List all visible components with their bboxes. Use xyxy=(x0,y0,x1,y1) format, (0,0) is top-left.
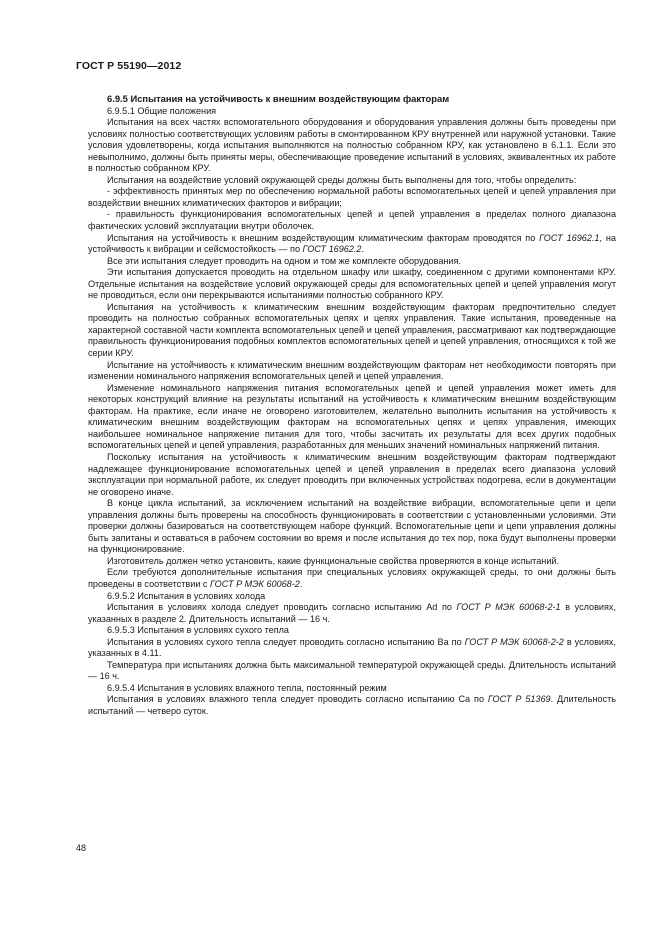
subsection-heading: 6.9.5.4 Испытания в условиях влажного тепла, постоянный режим xyxy=(107,682,387,693)
paragraph-text: , на устойчивость к вибрации и сейсмостойкость — по xyxy=(88,232,616,255)
list-item: - правильность функционирования вспомогательных цепей и цепей управления в пределах полного диапазона фактических условий эксплуатации внутри оболочек. xyxy=(88,209,616,232)
paragraph-text: Испытания на устойчивость к внешним воздействующим климатическим факторам проводятся по xyxy=(107,232,540,243)
paragraph xyxy=(88,637,616,660)
paragraph-text: Если требуются дополнительные испытания при специальных условиях окружающей среды, то они должны быть проведены в соответствии с xyxy=(88,567,616,589)
paragraph-text: . xyxy=(361,244,365,255)
paragraph-text: . Длительность испытаний — четверо суток. xyxy=(88,694,616,716)
paragraph: Эти испытания допускается проводить на отдельном шкафу или шкафу, соединенном с другими компонентами КРУ. Отдельные испытания на воздействие условий окружающей среды для вспомогательных цепей и цепей управления могут не проводиться, если они перекрываются испытаниями полностью собранного КРУ. xyxy=(88,267,616,301)
paragraph: Изготовитель должен четко установить, какие функциональные свойства проверяются в конце испытаний. xyxy=(107,555,560,566)
paragraph: Испытание на устойчивость к климатическим внешним воздействующим факторам нет необходимости повторять при изменении номинального напряжения вспомогательных цепей и цепей управления. xyxy=(88,359,616,382)
standard-reference: ГОСТ 16962.2 xyxy=(302,244,362,255)
paragraph: Испытания на всех частях вспомогательного оборудования и оборудования управления должны быть проведены при условиях полностью соответствующих условиям работы в смонтированном КРУ внутренней или наружной установки. Такие условия удовлетворены, когда испытания выполняются на полностью собранном КРУ, как установлено в 6.1.1. Если это невыполнимо, должны быть приняты меры, обеспечивающие проведение испытаний в условиях, эквивалентных их работе в полностью собранном КРУ. xyxy=(88,117,616,174)
subsection-heading: 6.9.5.1 Общие положения xyxy=(107,105,217,116)
paragraph-text: . xyxy=(299,578,303,589)
section-title: 6.9.5 Испытания на устойчивость к внешним воздействующим факторам xyxy=(107,93,450,104)
paragraph xyxy=(88,233,616,256)
list-item: - эффективность принятых мер по обеспечению нормальной работы вспомогательных цепей и цепей управления при воздействии внешних климатических факторов и вибрации; xyxy=(88,186,616,208)
paragraph: Все эти испытания следует проводить на одном и том же комплекте оборудования. xyxy=(107,255,461,266)
standard-reference: ГОСТ Р МЭК 60068-2 xyxy=(210,578,300,589)
standard-reference: ГОСТ Р МЭК 60068-2-1 xyxy=(456,602,561,613)
standard-reference: ГОСТ Р МЭК 60068-2-2 xyxy=(464,636,564,647)
subsection-heading: 6.9.5.3 Испытания в условиях сухого тепла xyxy=(107,625,289,636)
paragraph-text: Испытания в условиях сухого тепла следует проводить согласно испытанию Ba по xyxy=(107,636,465,647)
paragraph: В конце цикла испытаний, за исключением испытаний на воздействие вибрации, вспомогательные цепи и цепи управления должны быть проверены на способность функционировать в соответствии с установленными условиями. Эти проверки должны базироваться на соответствующем наборе функций. Вспомогательные цепи и цепи управления должны быть запитаны и оставаться в рабочем состоянии во время и после испытания до тех пор, пока будут выполнены проверки на функционирование. xyxy=(88,498,616,555)
paragraph: Поскольку испытания на устойчивость к климатическим внешним воздействующим факторам подтверждают надлежащее функционирование вспомогательных цепей и цепей управления в пределах всего диапазона условий эксплуатации при нормальной работе, их следует проводить при включенных устройствах подогрева, если в документации не оговорено иначе. xyxy=(88,451,616,497)
paragraph xyxy=(88,602,616,625)
page-number: 48 xyxy=(76,843,87,853)
paragraph xyxy=(88,694,616,717)
subsection-heading: 6.9.5.2 Испытания в условиях холода xyxy=(107,590,266,601)
paragraph-text: Испытания в условиях холода следует проводить согласно испытанию Ad по xyxy=(107,602,457,613)
document-body xyxy=(88,93,616,718)
paragraph: Изменение номинального напряжения питания вспомогательных цепей и цепей управления может иметь для некоторых конструкций влияние на результаты испытаний на устойчивость к климатическим внешним воздействующим факторам. На практике, если иначе не оговорено изготовителем, желательно выполнить испытания на устойчивость к климатическим внешним воздействующим факторам на вспомогательных цепях и цепях управления, имеющих наибольшее номинальное напряжение питания для того, чтобы засчитать их результаты для всех других подобных вспомогательных цепей и цепей управления, разработанных для меньших значений номинальных напряжений питания. xyxy=(88,382,616,451)
standard-reference: ГОСТ Р 51369 xyxy=(487,694,551,705)
paragraph-text: в условиях, указанных в разделе 2. Длительность испытаний — 16 ч. xyxy=(88,602,616,624)
document-code-header: ГОСТ Р 55190—2012 xyxy=(76,60,182,72)
paragraph: Испытания на устойчивость к климатическим внешним воздействующим факторам предпочтительно следует проводить на полностью собранных вспомогательных цепях и цепях управления. Такие испытания, проведенные на характерной составной части комплекта вспомогательных цепей и цепей управления, рассматривают как подтверждающие правильность функционирования подобных комплектов вспомогательных цепей и цепей управления, относящихся к той же серии КРУ. xyxy=(88,301,616,359)
standard-reference: ГОСТ 16962.1 xyxy=(539,232,600,243)
paragraph: Температура при испытаниях должна быть максимальной температурой окружающей среды. Длительность испытаний — 16 ч. xyxy=(88,659,616,682)
paragraph: Испытания на воздействие условий окружающей среды должны быть выполнены для того, чтобы определить: xyxy=(107,174,577,185)
paragraph-text: Испытания в условиях влажного тепла следует проводить согласно испытанию Ca по xyxy=(107,694,488,705)
paragraph-text: в условиях, указанных в 4.11. xyxy=(88,636,616,659)
paragraph xyxy=(88,567,616,590)
